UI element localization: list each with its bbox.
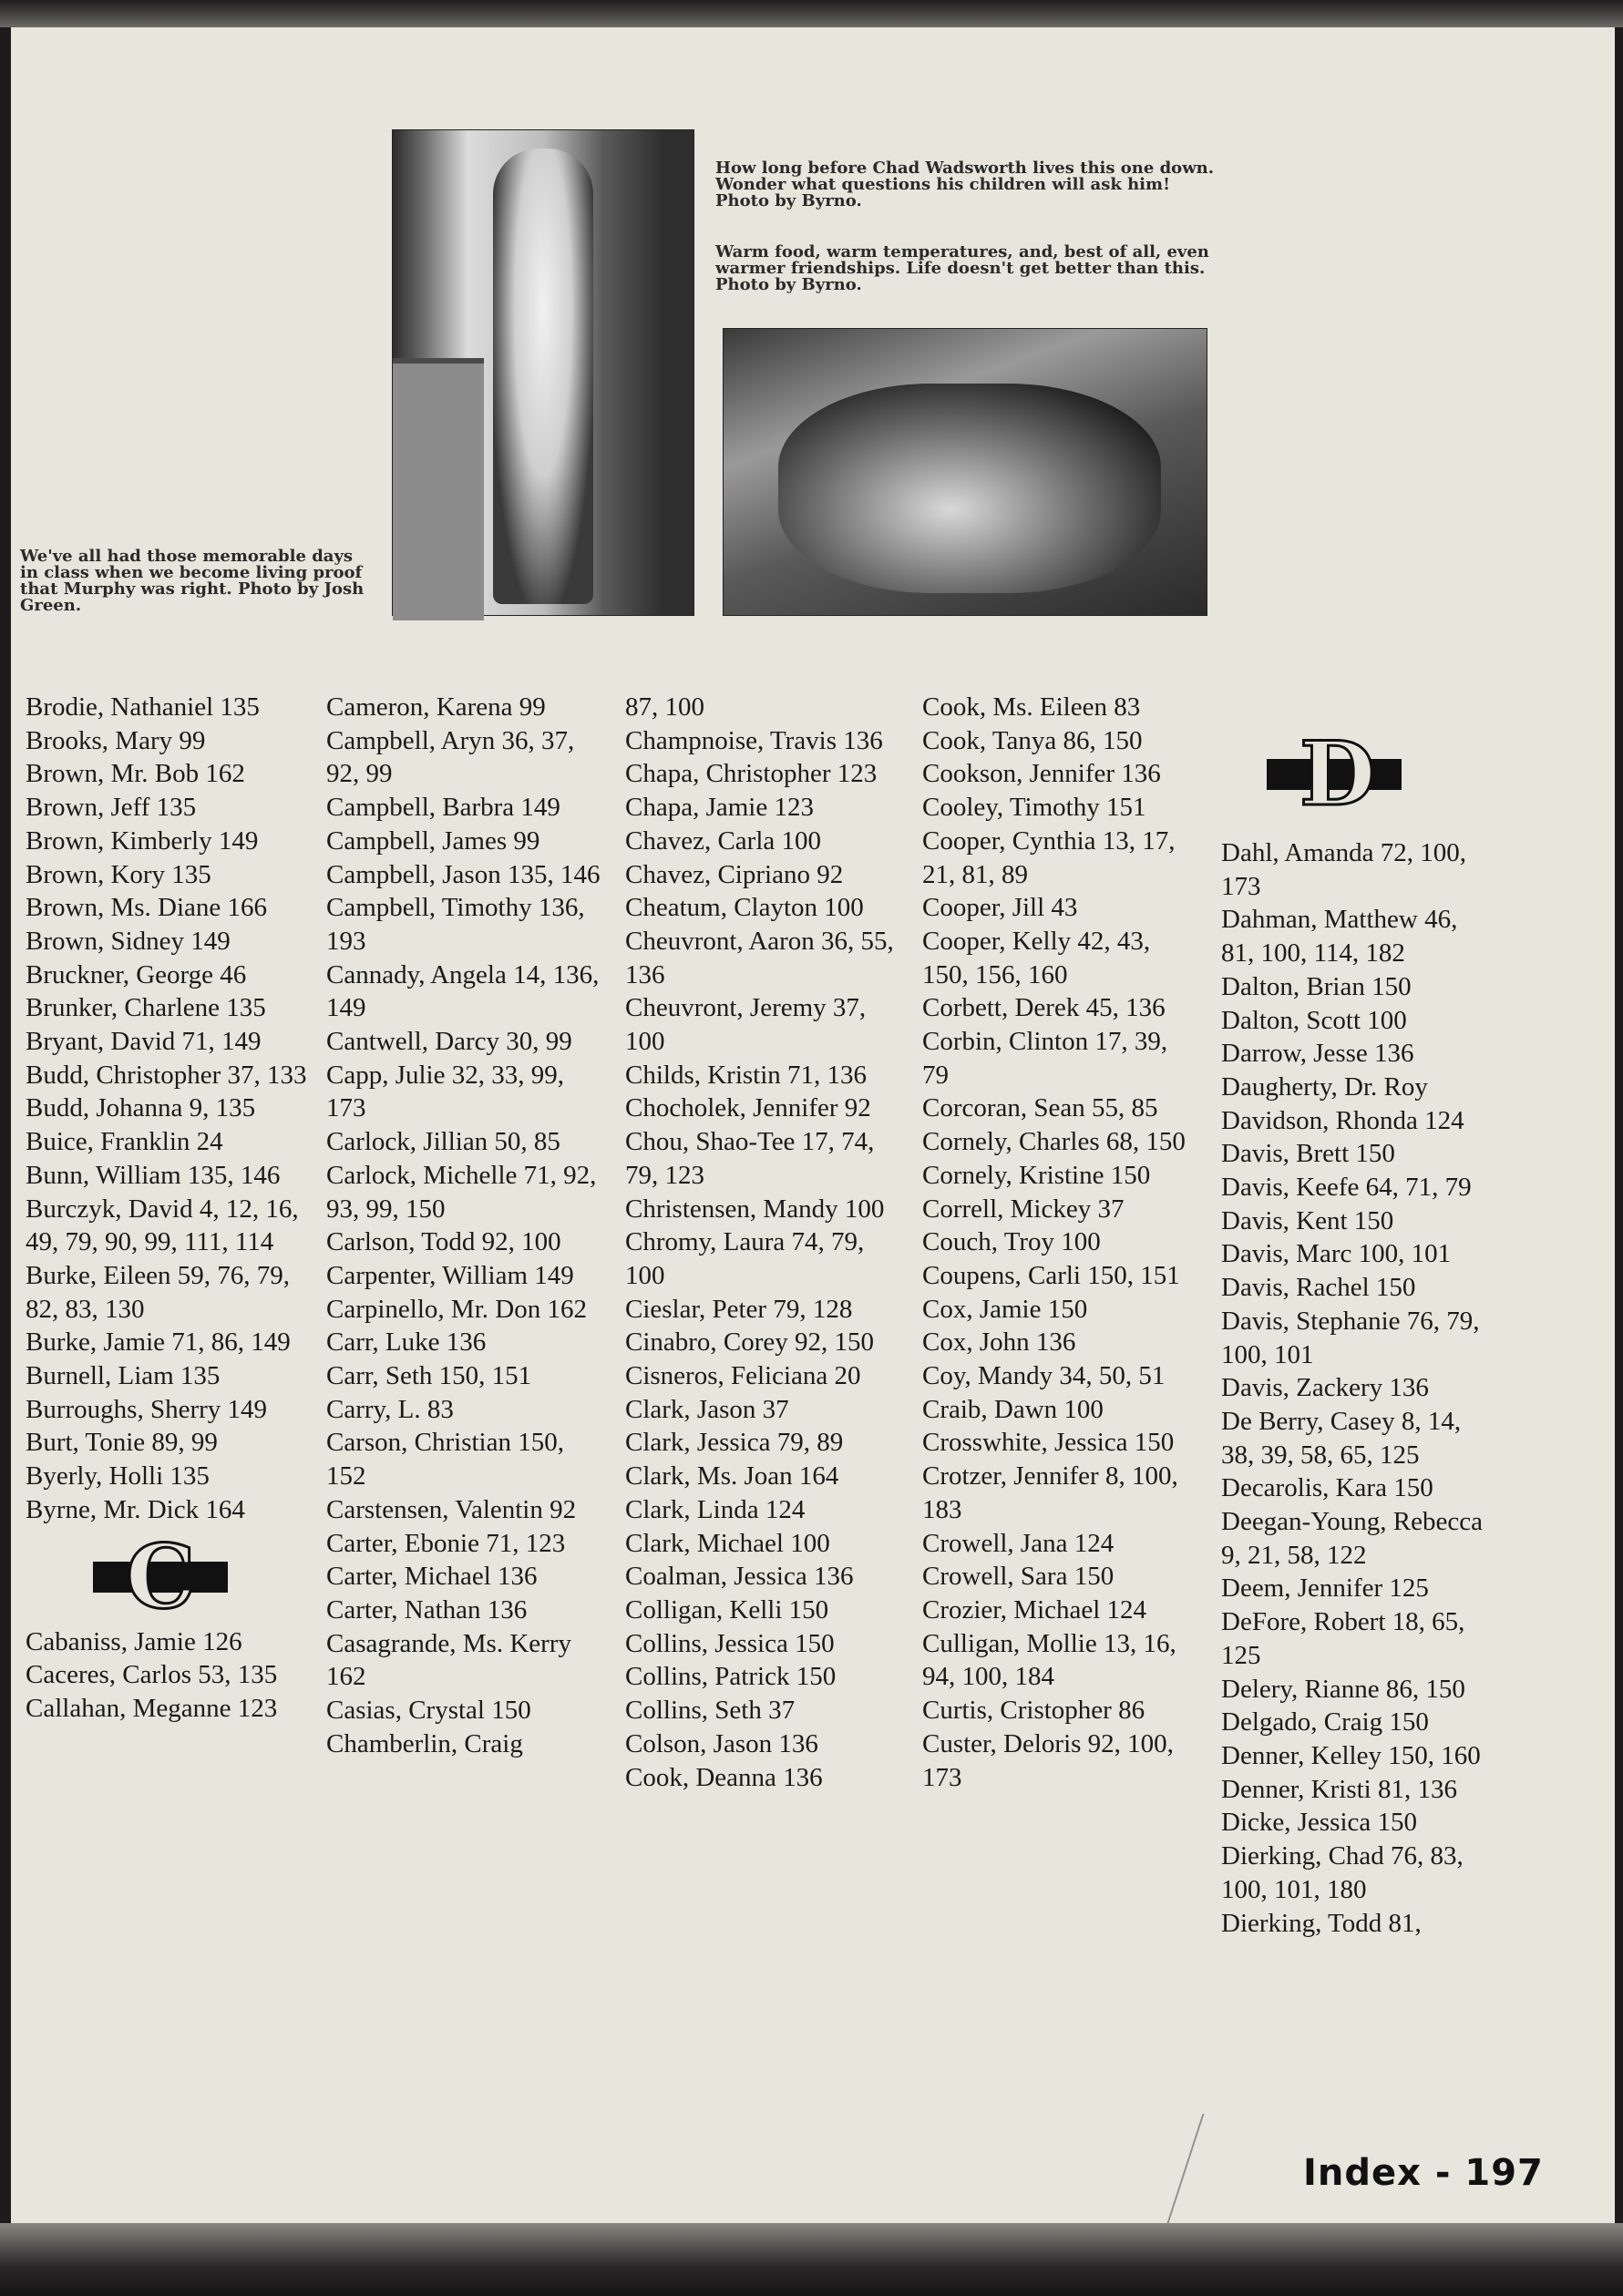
index-entry: Collins, Jessica 150: [625, 1628, 835, 1658]
index-entry: Dalton, Scott 100: [1221, 1005, 1407, 1035]
index-entry: Crosswhite, Jessica 150: [922, 1428, 1175, 1458]
index-entry: Curtis, Cristopher 86: [922, 1696, 1145, 1726]
index-entry: Budd, Christopher 37, 133: [26, 1060, 307, 1090]
index-entry: Correll, Mickey 37: [922, 1194, 1125, 1224]
index-entry: Brown, Kory 135: [26, 859, 211, 889]
index-entry: Cannady, Angela 14, 136, 149: [326, 959, 600, 1023]
index-entry: Clark, Michael 100: [625, 1528, 830, 1558]
index-entry: Couch, Troy 100: [922, 1227, 1101, 1257]
index-entry: Childs, Kristin 71, 136: [625, 1060, 868, 1090]
index-entry: Clark, Jessica 79, 89: [625, 1428, 844, 1458]
index-entry: Deegan-Young, Rebecca 9, 21, 58, 122: [1221, 1507, 1483, 1570]
index-entry: Carter, Ebonie 71, 123: [326, 1528, 566, 1558]
index-entry: Cooper, Kelly 42, 43, 150, 156, 160: [922, 926, 1151, 989]
index-entry: Clark, Jason 37: [625, 1394, 789, 1424]
index-entry: Callahan, Meganne 123: [26, 1693, 278, 1723]
index-entry: Coupens, Carli 150, 151: [922, 1260, 1180, 1290]
photo-student-in-costume: [392, 129, 694, 616]
index-entry: Denner, Kristi 81, 136: [1221, 1774, 1457, 1804]
index-entry: Cameron, Karena 99: [326, 692, 546, 722]
index-entry: Casias, Crystal 150: [326, 1696, 531, 1726]
index-entry: Davis, Stephanie 76, 79, 100, 101: [1221, 1306, 1480, 1369]
index-entry: Chavez, Cipriano 92: [625, 859, 844, 889]
index-entry: Dahman, Matthew 46, 81, 100, 114, 182: [1221, 905, 1458, 969]
index-entry: Chavez, Carla 100: [625, 825, 822, 856]
index-entry: Carr, Seth 150, 151: [326, 1361, 532, 1391]
index-entry: Craib, Dawn 100: [922, 1394, 1104, 1424]
index-entry: Carstensen, Valentin 92: [326, 1494, 577, 1524]
index-entry: Chromy, Laura 74, 79, 100: [625, 1227, 865, 1290]
index-entry: Caceres, Carlos 53, 135: [26, 1660, 278, 1690]
index-entry: Byerly, Holli 135: [26, 1461, 210, 1491]
index-column-5: [1221, 836, 1495, 1940]
index-entry: Brown, Jeff 135: [26, 793, 197, 823]
podium: [393, 358, 484, 620]
index-entry: Cox, Jamie 150: [922, 1294, 1088, 1324]
section-letter-d: [1267, 724, 1403, 823]
index-entry: Brown, Ms. Diane 166: [26, 893, 268, 923]
page-number-label: Index - 197: [1303, 2152, 1544, 2194]
index-entry: Cook, Deanna 136: [625, 1762, 823, 1792]
index-entry: Delgado, Craig 150: [1221, 1707, 1429, 1737]
index-entry: Carpinello, Mr. Don 162: [326, 1294, 587, 1324]
index-entry: DeFore, Robert 18, 65, 125: [1221, 1607, 1465, 1670]
index-entry: Campbell, Jason 135, 146: [326, 859, 601, 889]
index-entry: Decarolis, Kara 150: [1221, 1473, 1433, 1503]
index-entry: Burnell, Liam 135: [26, 1361, 221, 1391]
index-entry: Davis, Zackery 136: [1221, 1373, 1429, 1403]
index-entry: Dierking, Chad 76, 83, 100, 101, 180: [1221, 1841, 1464, 1904]
index-entry: Davidson, Rhonda 124: [1221, 1105, 1464, 1135]
index-entry: Coalman, Jessica 136: [625, 1562, 854, 1592]
index-entry: Brooks, Mary 99: [26, 725, 206, 755]
index-entry: Cooper, Cynthia 13, 17, 21, 81, 89: [922, 825, 1176, 889]
index-entry: Dalton, Brian 150: [1221, 971, 1412, 1001]
index-entry: Colson, Jason 136: [625, 1728, 818, 1758]
index-entry: Campbell, Timothy 136, 193: [326, 893, 585, 956]
index-entry: Clark, Ms. Joan 164: [625, 1461, 839, 1491]
section-letter-c: [26, 1524, 317, 1628]
index-entry: Casagrande, Ms. Kerry 162: [326, 1628, 571, 1692]
index-entry: Cooley, Timothy 151: [922, 793, 1146, 823]
index-entry: Christensen, Mandy 100: [625, 1194, 885, 1224]
index-entry: Crowell, Jana 124: [922, 1528, 1115, 1558]
index-entry: Dierking, Todd 81,: [1221, 1908, 1422, 1938]
index-entry: Custer, Deloris 92, 100, 173: [922, 1728, 1174, 1792]
index-entry: Cornely, Charles 68, 150: [922, 1127, 1186, 1157]
index-column-3: [625, 691, 899, 1794]
index-entry: Burczyk, David 4, 12, 16, 49, 79, 90, 99, 111, 114: [26, 1194, 299, 1257]
index-entry: Burroughs, Sherry 149: [26, 1394, 268, 1424]
index-entry: Cooper, Jill 43: [922, 893, 1078, 923]
index-entry: Chapa, Christopher 123: [625, 759, 878, 789]
index-column-1: [26, 691, 317, 1726]
index-entry: Deem, Jennifer 125: [1221, 1573, 1429, 1604]
index-entry: Cieslar, Peter 79, 128: [625, 1294, 853, 1324]
index-column-2: [326, 691, 601, 1761]
index-entry: Brown, Mr. Bob 162: [26, 759, 245, 789]
index-entry: Brown, Sidney 149: [26, 926, 231, 956]
index-entry: Burke, Jamie 71, 86, 149: [26, 1327, 291, 1358]
index-entry: Darrow, Jesse 136: [1221, 1039, 1414, 1069]
index-entry: Brunker, Charlene 135: [26, 993, 266, 1023]
bottom-edge: [0, 2223, 1623, 2296]
index-entry: Cinabro, Corey 92, 150: [625, 1327, 875, 1358]
index-entry: Davis, Marc 100, 101: [1221, 1239, 1452, 1269]
photo-group-picnic: [723, 328, 1207, 616]
index-entry: Dahl, Amanda 72, 100, 173: [1221, 838, 1467, 901]
index-entry: Dicke, Jessica 150: [1221, 1808, 1418, 1838]
index-entry: Brown, Kimberly 149: [26, 825, 259, 856]
index-entry: Carr, Luke 136: [326, 1327, 487, 1358]
index-entry: Chapa, Jamie 123: [625, 793, 814, 823]
index-entry: De Berry, Casey 8, 14, 38, 39, 58, 65, 125: [1221, 1406, 1462, 1470]
index-entry: Cheuvront, Aaron 36, 55, 136: [625, 926, 894, 989]
index-entry: Culligan, Mollie 13, 16, 94, 100, 184: [922, 1628, 1176, 1692]
index-entry: Crowell, Sara 150: [922, 1562, 1115, 1592]
index-entry: Denner, Kelley 150, 160: [1221, 1740, 1481, 1770]
letter-d: D: [1299, 723, 1376, 825]
index-entry: Colligan, Kelli 150: [625, 1594, 829, 1625]
index-entry: Campbell, James 99: [326, 825, 540, 856]
index-entry: Davis, Keefe 64, 71, 79: [1221, 1173, 1472, 1203]
index-entry: Carry, L. 83: [326, 1394, 454, 1424]
index-entry: Cook, Ms. Eileen 83: [922, 692, 1141, 722]
index-entry: Davis, Kent 150: [1221, 1205, 1394, 1235]
index-entry: Campbell, Aryn 36, 37, 92, 99: [326, 725, 575, 789]
index-entry: Delery, Rianne 86, 150: [1221, 1674, 1465, 1704]
index-entry: Carlock, Jillian 50, 85: [326, 1127, 560, 1157]
index-entry: Bryant, David 71, 149: [26, 1027, 262, 1057]
index-entry: Budd, Johanna 9, 135: [26, 1093, 256, 1123]
index-column-4: [922, 691, 1197, 1794]
index-entry: Chamberlin, Craig: [326, 1728, 523, 1758]
index-entry: Coy, Mandy 34, 50, 51: [922, 1361, 1166, 1391]
index-entry: Brodie, Nathaniel 135: [26, 692, 260, 722]
index-entry: Bunn, William 135, 146: [26, 1160, 281, 1190]
index-entry: Corbett, Derek 45, 136: [922, 993, 1166, 1023]
index-entry: Cox, John 136: [922, 1327, 1076, 1358]
index-entry: Crotzer, Jennifer 8, 100, 183: [922, 1461, 1178, 1524]
index-entry: Cook, Tanya 86, 150: [922, 725, 1143, 755]
index-entry: Corbin, Clinton 17, 39, 79: [922, 1027, 1168, 1090]
index-entry: Cheatum, Clayton 100: [625, 893, 864, 923]
index-entry: Cornely, Kristine 150: [922, 1160, 1151, 1190]
index-entry: Cookson, Jennifer 136: [922, 759, 1161, 789]
index-entry: Cabaniss, Jamie 126: [26, 1626, 242, 1656]
index-entry: Carlson, Todd 92, 100: [326, 1227, 561, 1257]
index-entry: Collins, Patrick 150: [625, 1662, 837, 1692]
index-entry: Carson, Christian 150, 152: [326, 1428, 564, 1491]
index-entry: Carlock, Michelle 71, 92, 93, 99, 150: [326, 1160, 597, 1224]
index-entry: Burt, Tonie 89, 99: [26, 1428, 218, 1458]
index-entry: Bruckner, George 46: [26, 959, 247, 989]
caption-right-bottom: Warm food, warm temperatures, and, best of all, even warmer friendships. Life doesn't get better than this. Photo by Byrno.: [715, 242, 1209, 294]
index-entry: Carter, Nathan 136: [326, 1594, 528, 1625]
caption-right-top: How long before Chad Wadsworth lives this one down. Wonder what questions his children will ask him! Photo by Byrno.: [715, 159, 1215, 210]
group-figures: [778, 384, 1161, 593]
index-entry: Buice, Franklin 24: [26, 1127, 223, 1157]
index-entry: Carpenter, William 149: [326, 1260, 574, 1290]
index-entry: Cheuvront, Jeremy 37, 100: [625, 993, 867, 1057]
index-entry: 87, 100: [625, 692, 704, 722]
index-entry: Byrne, Mr. Dick 164: [26, 1494, 245, 1524]
student-figure: [493, 149, 593, 604]
index-entry: Campbell, Barbra 149: [326, 793, 560, 823]
index-entry: Champnoise, Travis 136: [625, 725, 883, 755]
index-entry: Burke, Eileen 59, 76, 79, 82, 83, 130: [26, 1260, 290, 1324]
letter-c: C: [126, 1524, 196, 1628]
index-entry: Cisneros, Feliciana 20: [625, 1361, 861, 1391]
index-entry: Chocholek, Jennifer 92: [625, 1093, 871, 1123]
index-entry: Daugherty, Dr. Roy: [1221, 1071, 1428, 1102]
index-entry: Cantwell, Darcy 30, 99: [326, 1027, 572, 1057]
index-entry: Davis, Brett 150: [1221, 1139, 1395, 1169]
index-entry: Corcoran, Sean 55, 85: [922, 1093, 1158, 1123]
caption-left: We've all had those memorable days in class when we become living proof that Murphy was right. Photo by Josh Green.: [20, 547, 365, 615]
index-entry: Chou, Shao-Tee 17, 74, 79, 123: [625, 1127, 875, 1190]
index-entry: Capp, Julie 32, 33, 99, 173: [326, 1060, 564, 1123]
index-entry: Carter, Michael 136: [326, 1562, 538, 1592]
index-entry: Collins, Seth 37: [625, 1696, 796, 1726]
index-entry: Davis, Rachel 150: [1221, 1273, 1416, 1303]
index-entry: Crozier, Michael 124: [922, 1594, 1147, 1625]
index-entry: Clark, Linda 124: [625, 1494, 806, 1524]
top-edge: [0, 0, 1623, 27]
